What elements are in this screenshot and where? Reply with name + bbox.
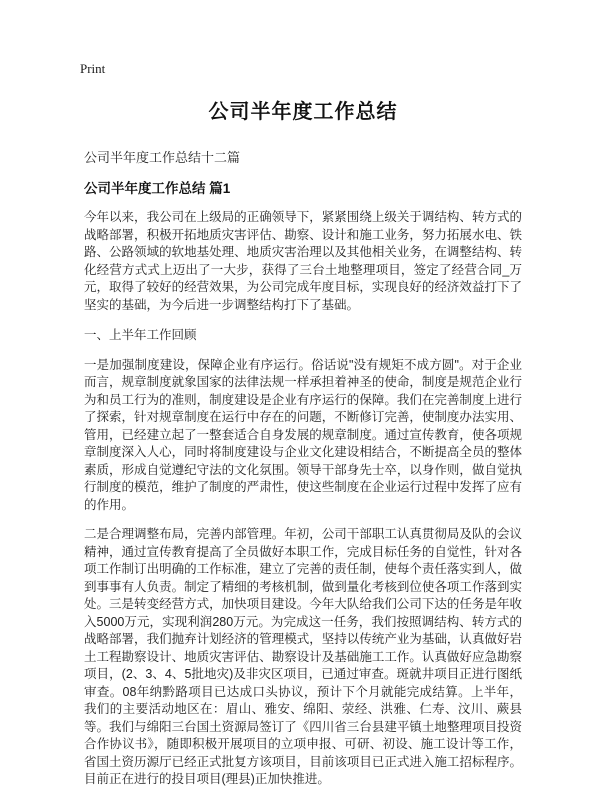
- document-subtitle: 公司半年度工作总结十二篇: [84, 150, 241, 165]
- article-heading-part1: 公司半年度工作总结 篇1: [84, 181, 231, 196]
- intro-paragraph: 今年以来，我公司在上级局的正确领导下，紧紧围绕上级关于调结构、转方式的战略部署，积极开拓地质灾害评估、勘察、设计和施工业务，努力拓展水电、铁路、公路领域的软地基处理、地质灾害治理以及其他相关业务，在调整结构、转化经营方式式上迈出了一大步，获得了三台土地整理项目，签定了经营合同_万元，取得了较好的经营效果，为公司完成年度目标，实现良好的经济效益打下了坚实的基础，为今后进一步调整结构打下了基础。: [84, 210, 522, 312]
- section-heading-first-half-review: 一、上半年工作回顾: [84, 328, 197, 342]
- paragraph-system-building: 一是加强制度建设，保障企业有序运行。俗话说"没有规矩不成方圆"。对于企业而言，规章制度就象国家的法律法规一样承担着神圣的使命，制度是规范企业行为和员工行为的准则，制度建设是企业有序运行的保障。我们在完善制度上进行了探索，针对规章制度在运行中存在的问题，不断修订完善，使制度办法实用、管用，已经建立起了一整套适合自身发展的规章制度。通过宣传教育，使各项规章制度深入人心，同时将制度建设与企业文化建设相结合，不断提高全员的整体素质，形成自觉遵纪守法的文化氛围。领导干部身先士卒，以身作则，做自觉执行制度的模范，维护了制度的严肃性，使这些制度在企业运行过程中发挥了应有的作用。: [84, 357, 522, 512]
- print-button[interactable]: Print: [80, 61, 106, 76]
- document-title: 公司半年度工作总结: [208, 101, 398, 123]
- paragraph-layout-adjustment: 二是合理调整布局，完善内部管理。年初，公司干部职工认真贯彻局及队的会议精神，通过宣传教育提高了全员做好本职工作，完成目标任务的自觉性，针对各项工作制订出明确的工作标准，建立了完善的责任制，使每个责任落实到人，做到事事有人负责。制定了精细的考核机制，做到量化考核到位使各项工作落到实处。三是转变经营方式，加快项目建设。今年大队给我们公司下达的任务是年收入5000万元，实现利润280万元。为完成这一任务，我们按照调结构、转方式的战略部署，我们抛弃计划经济的管理模式，坚持以传统产业为基础，认真做好岩土工程勘察设计、地质灾害评估、勘察设计及基础施工工作。认真做好应急勘察项目，(2、3、4、5批地灾)及非灾区项目，已通过审查。斑就井项目正进行图纸审查。08年纳黔路项目已达成口头协议，预计下个月就能完成结算。上半年，我们的主要活动地区在：眉山、雅安、绵阳、荥经、洪雅、仁寿、汶川、蕨县等。我们与绵阳三台国土资源局签订了《四川省三台县建平镇土地整理项目投资合作协议书》，随即积极开展项目的立项申报、可研、初设、施工设计等工作，省国土资历源厅已经正式批复方该项目，目前该项目已正式进入施工招标程序。目前正在进行的投目项目(理县)正加快推进。: [84, 527, 522, 786]
